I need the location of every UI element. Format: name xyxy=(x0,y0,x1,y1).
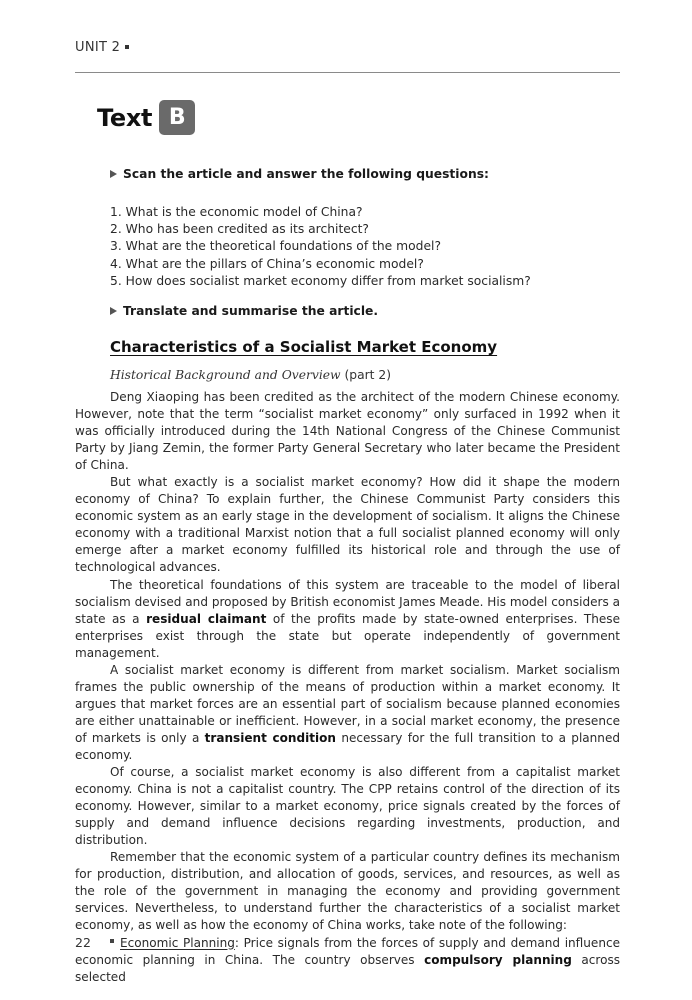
text-run: necessary for the full transition to a planned economy. xyxy=(75,730,620,762)
paragraph: But what exactly is a socialist market economy? How did it shape the modern economy of China? To explain further, the Chinese Communist Party considers this economic system as an early stage in the development of socialism. It aligns the Chinese economy with a traditional Marxist notion that a full socialist planned economy will only emerge after a market economy fulfilled its historical role and through the use of technological advances. xyxy=(75,475,620,575)
page-number: 22 xyxy=(75,935,91,950)
bullet-label: Economic Planning xyxy=(120,935,235,950)
bullet-paragraph xyxy=(75,935,620,986)
text-run: across selected xyxy=(75,952,620,984)
key-term: compulsory planning xyxy=(424,952,572,967)
article-body xyxy=(75,389,620,986)
square-bullet-icon xyxy=(110,939,114,943)
question-item: 2. Who has been credited as its architect? xyxy=(110,222,369,237)
triangle-bullet-icon xyxy=(110,307,117,315)
text-run: A socialist market economy is different from market socialism. Market socialism frames the public ownership of the means of production within a market economy. It argues that market forces are an essential part of socialism because planned economies are either unattainable or inefficient. However, in a social market economy, the presence of markets is only a xyxy=(75,662,620,745)
text-heading xyxy=(97,100,195,135)
subtitle-part: (part 2) xyxy=(340,368,392,382)
paragraph xyxy=(75,662,620,764)
header-divider xyxy=(75,72,620,73)
heading-text: Text xyxy=(97,103,153,132)
instruction-translate xyxy=(110,304,378,318)
paragraph xyxy=(75,577,620,662)
question-item: 1. What is the economic model of China? xyxy=(110,205,363,219)
article-title: Characteristics of a Socialist Market Economy xyxy=(110,338,498,356)
paragraph: Of course, a socialist market economy is also different from a capitalist market economy. China is not a capitalist country. The CPP retains control of the direction of its economy. However, similar to a market economy, price signals created by the forces of supply and demand influence decisions regarding investments, production, and distribution. xyxy=(75,765,620,848)
paragraph: Remember that the economic system of a particular country defines its mechanism for production, distribution, and allocation of goods, services, and resources, as well as the role of the government in managing the economy and providing government services. Nevertheless, to understand further the characteristics of a socialist market economy, as well as how the economy of China works, take note of the following: xyxy=(75,850,620,933)
question-item: 3. What are the theoretical foundations of the model? xyxy=(110,239,441,254)
key-term: residual claimant xyxy=(146,611,267,626)
instruction-text: Translate and summarise the article. xyxy=(123,304,379,318)
square-bullet-icon xyxy=(125,45,129,49)
question-item: 5. How does socialist market economy differ from market socialism? xyxy=(110,273,531,288)
question-item: 4. What are the pillars of China’s economic model? xyxy=(110,256,424,271)
text-letter-badge: B xyxy=(159,100,195,135)
instruction-text: Scan the article and answer the following questions: xyxy=(123,167,489,181)
paragraph: Deng Xiaoping has been credited as the architect of the modern Chinese economy. However, note that the term “socialist market economy” only surfaced in 1992 when it was officially introduced during the 14th National Congress of the Chinese Communist Party by Jiang Zemin, the former Party General Secretary who later became the President of China. xyxy=(75,390,620,473)
key-term: transient condition xyxy=(204,730,337,745)
question-list xyxy=(110,204,531,290)
text-run: The theoretical foundations of this system are traceable to the model of liberal socialism devised and proposed by British economist James Meade. His model considers a state as a xyxy=(75,577,620,626)
text-run: : Price signals from the forces of supply and demand influence economic planning in China. The country observes xyxy=(75,935,620,967)
article-subtitle xyxy=(110,368,391,382)
text-run: of the profits made by state-owned enterprises. These enterprises exist through the state but operate independently of government management. xyxy=(75,611,620,660)
triangle-bullet-icon xyxy=(110,170,117,178)
subtitle-italic: Historical Background and Overview xyxy=(110,368,341,382)
instruction-scan xyxy=(110,167,489,181)
running-header xyxy=(75,40,129,55)
unit-label: UNIT 2 xyxy=(75,40,121,55)
